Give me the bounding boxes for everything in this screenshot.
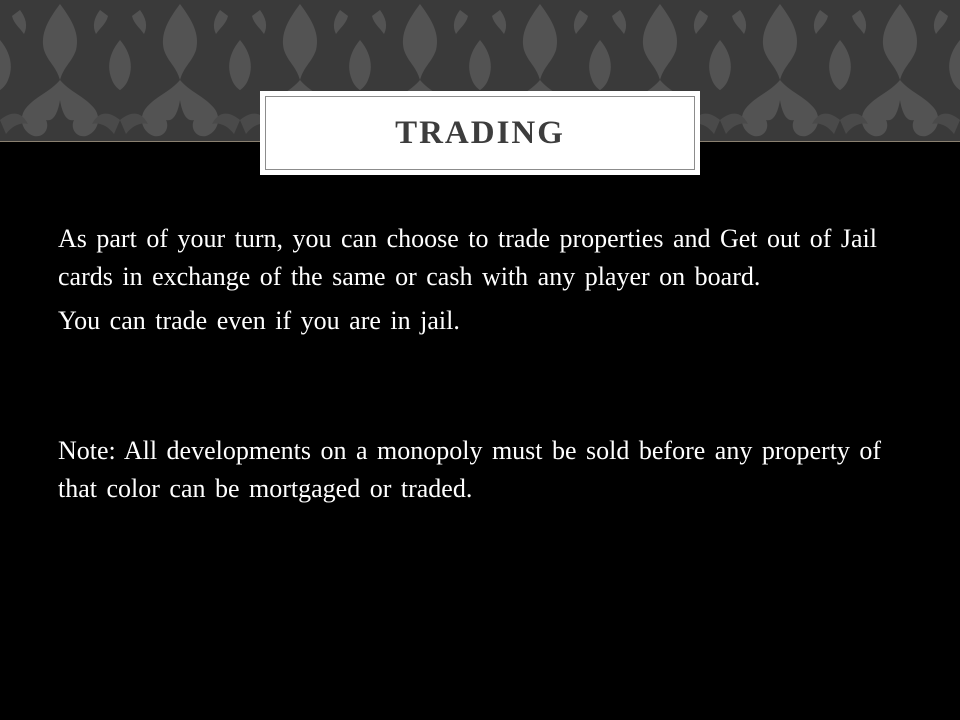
paragraph-trade-rules: As part of your turn, you can choose to trade properties and Get out of Jail cards in exchange of the same or cash with any player on board.: [58, 224, 878, 291]
title-box: [260, 91, 700, 175]
spacer: [58, 346, 888, 432]
paragraph-jail-trade: You can trade even if you are in jail.: [58, 306, 460, 335]
paragraph-note: Note: All developments on a monopoly must be sold before any property of that color can be mortgaged or traded.: [58, 436, 882, 503]
slide-title: TRADING: [395, 114, 565, 151]
slide-body: [58, 220, 888, 514]
